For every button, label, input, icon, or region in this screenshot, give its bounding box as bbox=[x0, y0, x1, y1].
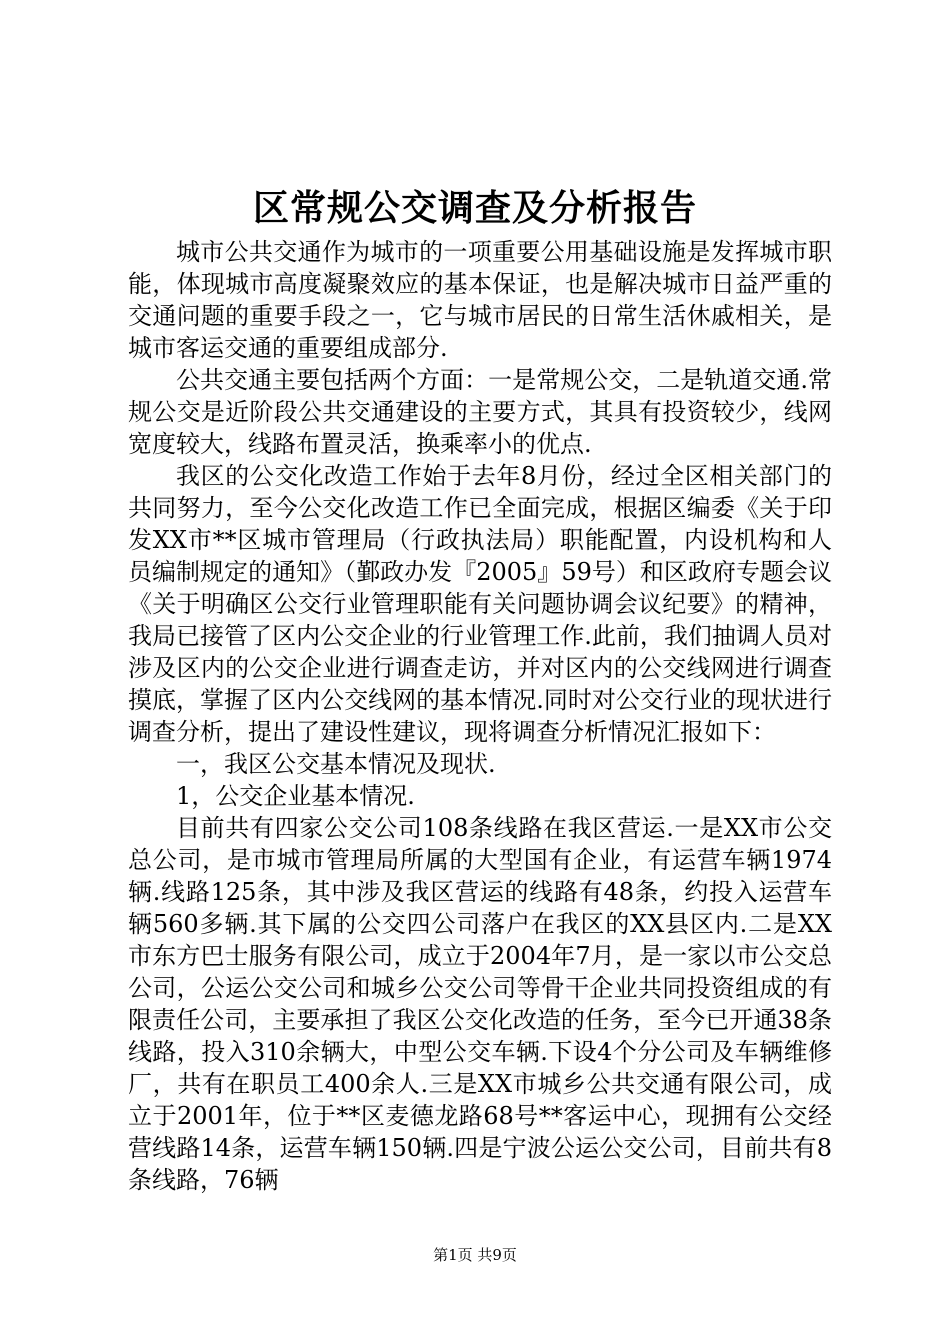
paragraph-reform-work: 我区的公交化改造工作始于去年8月份，经过全区相关部门的共同努力，至今公交化改造工作已全面完成，根据区编委《关于印发XX市**区城市管理局（行政执法局）职能配置，内设机构和人员编制规定的通知》（鄞政办发『2005』59号）和区政府专题会议《关于明确区公交行业管理职能有关问题协调会议纪要》的精神，我局已接管了区内公交企业的行业管理工作.此前，我们抽调人员对涉及区内的公交企业进行调查走访，并对区内的公交线网进行调查摸底，掌握了区内公交线网的基本情况.同时对公交行业的现状进行调查分析，提出了建设性建议，现将调查分析情况汇报如下： bbox=[128, 462, 832, 746]
paragraph-companies: 目前共有四家公交公司108条线路在我区营运.一是XX市公交总公司，是市城市管理局所属的大型国有企业，有运营车辆1974辆.线路125条，其中涉及我区营运的线路有48条，约投入运营车辆560多辆.其下属的公交四公司落户在我区的XX县区内.二是XX市东方巴士服务有限公司，成立于2004年7月，是一家以市公交总公司，公运公交公司和城乡公交公司等骨干企业共同投资组成的有限责任公司，主要承担了我区公交化改造的任务，至今已开通38条线路，投入310余辆大，中型公交车辆.下设4个分公司及车辆维修厂，共有在职员工400余人.三是XX市城乡公共交通有限公司，成立于2001年，位于**区麦德龙路68号**客运中心，现拥有公交经营线路14条，运营车辆150辆.四是宁波公运公交公司，目前共有8条线路，76辆 bbox=[128, 814, 832, 1194]
section-heading-1: 一，我区公交基本情况及现状. bbox=[176, 750, 496, 778]
paragraph-public-transport: 公共交通主要包括两个方面：一是常规公交，二是轨道交通.常规公交是近阶段公共交通建设的主要方式，其具有投资较少，线网宽度较大，线路布置灵活，换乘率小的优点. bbox=[128, 366, 832, 458]
document-body bbox=[128, 236, 832, 1196]
page-footer: 第1页 共9页 bbox=[433, 1246, 517, 1264]
document-title: 区常规公交调查及分析报告 bbox=[252, 187, 697, 229]
subsection-heading-1-1: 1，公交企业基本情况. bbox=[176, 782, 415, 810]
paragraph-intro: 城市公共交通作为城市的一项重要公用基础设施是发挥城市职能，体现城市高度凝聚效应的基本保证，也是解决城市日益严重的交通问题的重要手段之一，它与城市居民的日常生活休戚相关，是城市客运交通的重要组成部分. bbox=[128, 238, 832, 362]
